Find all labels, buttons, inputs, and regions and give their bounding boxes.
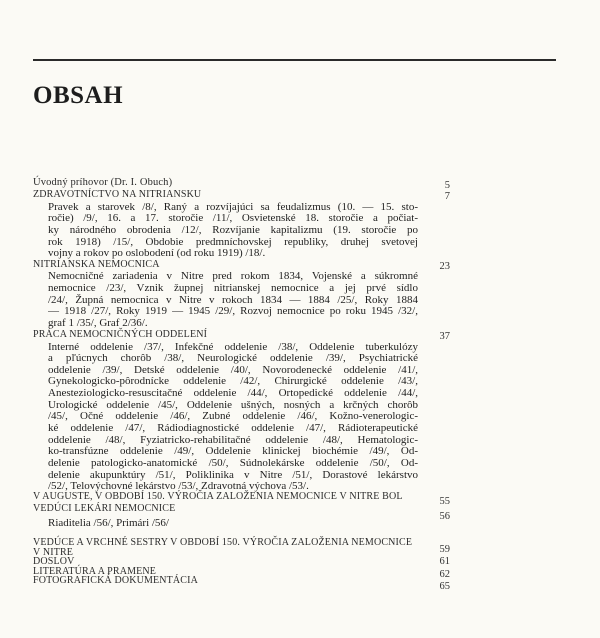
toc-page-number: 55 bbox=[439, 496, 450, 507]
toc-subentry-line: ky národného obrodenia /12/, Rozvíjanie kapitalizmu (19. storočie po bbox=[48, 224, 418, 236]
toc-entry-title: PRÁCA NEMOCNIČNÝCH ODDELENÍ bbox=[33, 329, 208, 340]
toc-subentry-line: Nemocničné zariadenia v Nitre pred rokom 1834, Vojenské a súkromné bbox=[48, 270, 418, 282]
page-title: OBSAH bbox=[33, 82, 124, 109]
toc-subentry-line: nemocnice /23/, Vznik župnej nitrianskej nemocnice a jej prvé sídlo bbox=[48, 282, 418, 294]
toc-subentry-line: ko-transfúzne oddelenie /49/, Oddelenie klinickej biochémie /49/, Od- bbox=[48, 445, 418, 458]
toc-subentry-line: /45/, Očné oddelenie /46/, Zubné oddelenie /46/, Kožno-venerologic- bbox=[48, 410, 418, 423]
toc-page-number: 59 bbox=[439, 544, 450, 555]
toc-subentry-line: — 1918 /27/, Roky 1919 — 1945 /29/, Rozvoj nemocnice po roku 1945 /32/, bbox=[48, 305, 418, 317]
toc-subentry-line: /52/, Telovýchovné lekárstvo /53/, Zdravotná výchova /53/. bbox=[48, 480, 309, 493]
toc-subentry-line: ročie) /9/, 16. a 17. storočie /11/, Osvietenské 18. storočie a počiat- bbox=[48, 212, 418, 224]
toc-entry-title: LITERATÚRA A PRAMENE bbox=[33, 566, 157, 577]
toc-page-number: 65 bbox=[439, 581, 450, 592]
toc-subentry-line: delenie akupunktúry /51/, Poliklinika v Nitre /51/, Dorastové lekárstvo bbox=[48, 468, 418, 481]
toc-subentry-line: Pravek a starovek /8/, Raný a rozvíjajúci sa feudalizmus (10. — 15. sto- bbox=[48, 201, 418, 213]
toc-subentry-line: delenie patologicko-anatomické /50/, Súdnolekárske oddelenie /50/, Od- bbox=[48, 457, 418, 469]
toc-entry-title: VEDÚCI LEKÁRI NEMOCNICE bbox=[33, 503, 176, 514]
toc-entry-title: DOSLOV bbox=[33, 556, 75, 567]
toc-entry-title: ZDRAVOTNÍCTVO NA NITRIANSKU bbox=[33, 189, 202, 200]
toc-entry-title: V AUGUSTE, V OBDOBÍ 150. VÝROČIA ZALOŽENIA NEMOCNICE V NITRE BOL bbox=[33, 491, 403, 502]
toc-subentry-line: vojny a rokov po oslobodení (od roku 1919) /18/. bbox=[48, 247, 266, 259]
toc-page-number: 56 bbox=[439, 511, 450, 522]
toc-subentry-line: oddelenie /39/, Detské oddelenie /40/, Novorodenecké oddelenie /41/, bbox=[48, 363, 418, 376]
toc-subentry-line: /24/, Župná nemocnica v Nitre v rokoch 1834 — 1884 /25/, Roky 1884 bbox=[48, 294, 418, 306]
toc-entry-title: Úvodný príhovor (Dr. I. Obuch) bbox=[33, 177, 173, 188]
header-rule bbox=[33, 59, 556, 61]
toc-page-number: 5 bbox=[444, 180, 450, 191]
toc-subentry-line: Interné oddelenie /37/, Infekčné oddelenie /38/, Oddelenie tuberkulózy bbox=[48, 340, 418, 353]
toc-page-number: 37 bbox=[439, 331, 450, 342]
toc-subentry-line: Anesteziologicko-resuscitačné oddelenie /44/, Ortopedické oddelenie /44/, bbox=[48, 387, 418, 400]
toc-page-number: 7 bbox=[444, 191, 450, 202]
toc-subentry-line: ké oddelenie /47/, Rádiodiagnostické oddelenie /47/, Rádioterapeutické bbox=[48, 422, 418, 435]
toc-subentry-line: Riaditelia /56/, Primári /56/ bbox=[48, 517, 169, 529]
toc-subentry-line: Gynekologicko-pôrodnícke oddelenie /42/, Chirurgické oddelenie /43/, bbox=[48, 375, 418, 388]
toc-subentry-line: Urologické oddelenie /45/, Oddelenie ušných, nosných a krčných chorôb bbox=[48, 398, 418, 411]
toc-subentry-line: a pľúcnych chorôb /38/, Neurologické oddelenie /39/, Psychiatrické bbox=[48, 352, 418, 365]
toc-entry-title-continued: V NITRE bbox=[33, 547, 74, 558]
toc-page-number: 61 bbox=[439, 556, 450, 567]
toc-subentry-line: graf 1 /35/, Graf 2/36/. bbox=[48, 317, 148, 329]
toc-entry-title: FOTOGRAFICKÁ DOKUMENTÁCIA bbox=[33, 575, 198, 586]
toc-subentry-line: rok 1918) /15/, Obdobie predmníchovskej republiky, druhej svetovej bbox=[48, 236, 418, 248]
toc-page-number: 23 bbox=[439, 261, 450, 272]
toc-entry-title: NITRIANSKA NEMOCNICA bbox=[33, 259, 160, 270]
toc-subentry-line: oddelenie /48/, Fyziatricko-rehabilitačné oddelenie /48/, Hematologic- bbox=[48, 433, 418, 446]
toc-entry-title: VEDÚCE A VRCHNÉ SESTRY V OBDOBÍ 150. VÝROČIA ZALOŽENIA NEMOCNICE bbox=[33, 537, 413, 548]
toc-page-number: 62 bbox=[439, 569, 450, 580]
